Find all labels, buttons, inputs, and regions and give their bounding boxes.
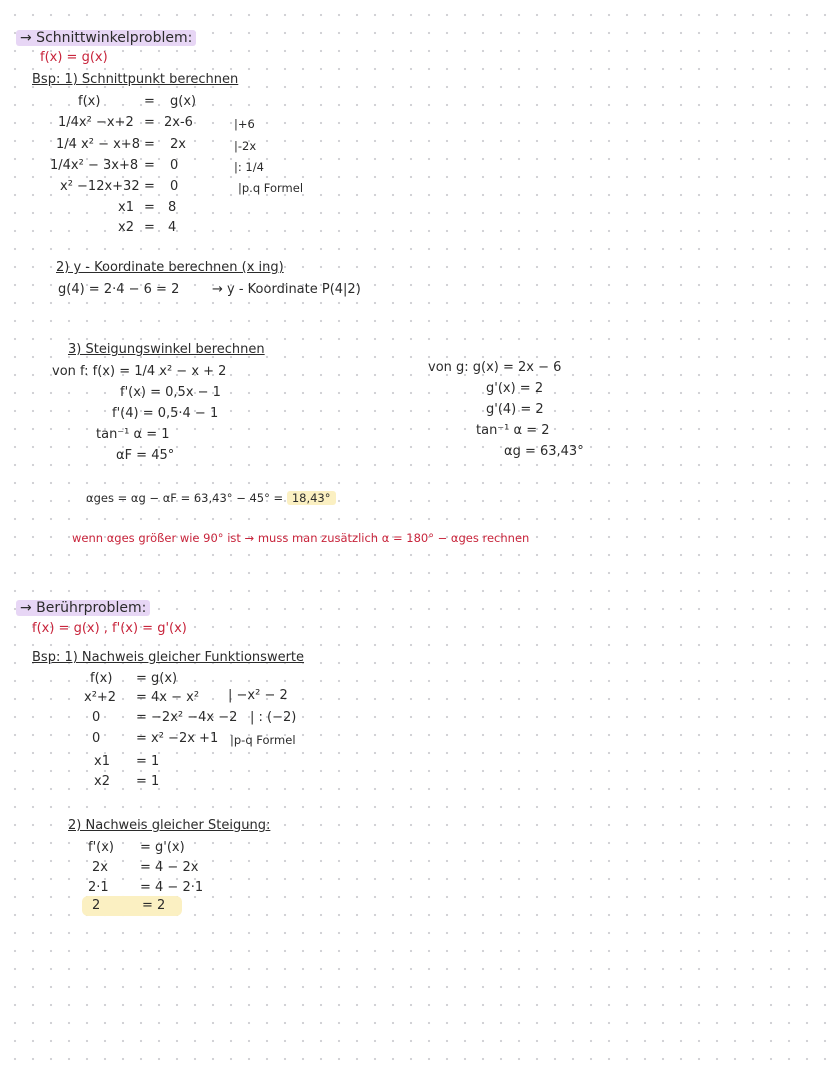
eq-left: x2	[94, 774, 110, 789]
eq-note: |-2x	[234, 139, 257, 153]
eq-right: = 1	[136, 754, 160, 769]
step-heading: Bsp: 1) Schnittpunkt berechnen	[32, 72, 239, 87]
g-row: tan⁻¹ α = 2	[476, 423, 550, 438]
eq-left: x²+2	[84, 690, 117, 705]
g-row: von g: g(x) = 2x − 6	[428, 360, 562, 375]
eq-left: x² −12x+32	[60, 179, 140, 194]
eq-right: 4	[168, 220, 177, 235]
section-title-beruehr: → Berührproblem:	[16, 600, 150, 616]
eq-left: 0	[92, 731, 101, 746]
step-heading: 3) Steigungswinkel berechnen	[68, 342, 265, 357]
slope-right: = 2	[142, 898, 166, 913]
eq-right: = g(x)	[136, 671, 178, 686]
eq-op: =	[144, 94, 155, 109]
slope-left: f'(x)	[88, 840, 114, 855]
step-heading: 2) y - Koordinate berechnen (x ing)	[56, 260, 284, 275]
slope-right: = 4 − 2·1	[140, 880, 204, 895]
eq-right: 2x-6	[164, 115, 193, 130]
eq-note: |: 1/4	[234, 160, 264, 174]
g-row: g'(x) = 2	[486, 381, 544, 396]
f-row: f'(x) = 0,5x − 1	[120, 385, 221, 400]
slope-left: 2·1	[88, 880, 109, 895]
eq-right: 8	[168, 200, 177, 215]
eq-left: f(x)	[78, 94, 101, 109]
eq-left: x2	[118, 220, 134, 235]
eq-op: =	[144, 158, 155, 173]
eq-right: = x² −2x +1	[136, 731, 219, 746]
condition: f(x) = g(x)	[40, 50, 108, 65]
eq-right: g(x)	[170, 94, 197, 109]
total-angle-result: 18,43°	[287, 491, 336, 505]
eq-note: | : (−2)	[250, 710, 297, 725]
eq-op: =	[144, 179, 155, 194]
eq-note: |p.q Formel	[238, 181, 304, 195]
f-row: f'(4) = 0,5·4 − 1	[112, 406, 219, 421]
eq-op: =	[144, 137, 155, 152]
eq-right: 0	[170, 179, 179, 194]
g-row: g'(4) = 2	[486, 402, 544, 417]
y-calc: g(4) = 2·4 − 6 = 2	[58, 282, 180, 297]
eq-right: 2x	[170, 137, 186, 152]
eq-right: 0	[170, 158, 179, 173]
eq-note: | −x² − 2	[228, 688, 288, 703]
g-row: αg = 63,43°	[504, 444, 584, 459]
eq-left: 1/4 x² − x+8	[56, 137, 140, 152]
f-row: tan⁻¹ α = 1	[96, 427, 170, 442]
step-heading: Bsp: 1) Nachweis gleicher Funktionswerte	[32, 650, 305, 665]
total-angle-calc: αges = αg − αF = 63,43° − 45° =	[86, 491, 284, 505]
eq-left: 0	[92, 710, 101, 725]
eq-op: =	[144, 220, 155, 235]
condition: f(x) = g(x) , f'(x) = g'(x)	[32, 621, 187, 636]
section-title-schnittwinkel: → Schnittwinkelproblem:	[16, 30, 196, 46]
slope-left: 2x	[92, 860, 108, 875]
eq-op: =	[144, 200, 155, 215]
eq-note: |p-q Formel	[230, 733, 296, 747]
y-result: → y - Koordinate P(4|2)	[212, 282, 361, 297]
hint-note: wenn αges größer wie 90° ist → muss man zusätzlich α = 180° − αges rechnen	[72, 531, 530, 545]
eq-op: =	[144, 115, 155, 130]
eq-left: 1/4x² − 3x+8	[50, 158, 139, 173]
slope-left: 2	[92, 898, 101, 913]
eq-right: = 1	[136, 774, 160, 789]
eq-left: x1	[118, 200, 134, 215]
eq-right: = −2x² −4x −2	[136, 710, 238, 725]
f-row: von f: f(x) = 1/4 x² − x + 2	[52, 364, 227, 379]
eq-left: x1	[94, 754, 110, 769]
total-angle	[86, 490, 336, 506]
f-row: αF = 45°	[116, 448, 175, 463]
step-heading: 2) Nachweis gleicher Steigung:	[68, 818, 271, 833]
eq-note: |+6	[234, 117, 255, 131]
eq-left: f(x)	[90, 671, 113, 686]
eq-right: = 4x − x²	[136, 690, 200, 705]
slope-right: = 4 − 2x	[140, 860, 199, 875]
eq-left: 1/4x² −x+2	[58, 115, 134, 130]
slope-right: = g'(x)	[140, 840, 185, 855]
